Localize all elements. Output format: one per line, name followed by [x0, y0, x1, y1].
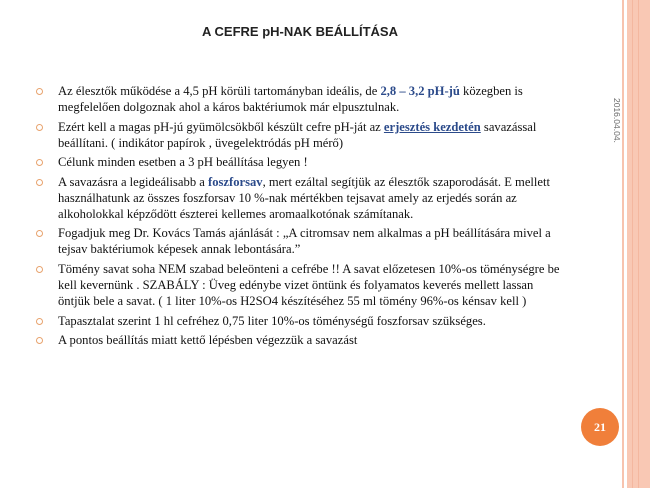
text: Fogadjuk meg Dr. Kovács Tamás ajánlását : „A citromsav nem alkalmas a pH beállítására mivel a tejsav baktériumok képesek annak lebontására.” — [58, 226, 551, 257]
bullet-icon — [36, 179, 43, 186]
bullet-item — [34, 174, 564, 222]
bullet-item — [34, 154, 564, 170]
bullet-item — [34, 83, 564, 115]
text: A pontos beállítás miatt kettő lépésben végezzük a savazást — [58, 333, 358, 348]
text: Ezért kell a magas pH-jú gyümölcsökből készült cefre pH-ját az — [58, 119, 384, 134]
slide-title: A CEFRE pH-NAK BEÁLLÍTÁSA — [202, 24, 398, 39]
bullet-list — [34, 83, 564, 352]
highlight-text: foszforsav — [208, 174, 263, 189]
bullet-item — [34, 332, 564, 348]
text: Tömény savat soha NEM szabad beleönteni a cefrébe !! A savat előzetesen 10%-os töménységre be kell kevernünk . SZABÁLY : Üveg edénybe vizet öntünk és folyamatos keverés mellett lassan öntjük bele a savat. ( 1 liter 10%-os H2SO4 készítéséhez 55 ml tömény 96%-os kénsav kell ) — [58, 261, 560, 308]
decorative-stripe — [638, 0, 639, 488]
bullet-item — [34, 225, 564, 257]
text: Tapasztalat szerint 1 hl cefréhez 0,75 liter 10%-os töménységű foszforsav szükséges. — [58, 313, 486, 328]
text: Az élesztők működése a 4,5 pH körüli tartományban ideális, de — [58, 84, 381, 98]
bullet-icon — [36, 230, 43, 237]
text: , mert ezáltal segítjük az élesztők szaporodását. E mellett használhatunk az összes foszforsav 10 %-nak mértékben tejsavat amely az erjedés során az alkoholokkal képződött észterei kellemes aromaalkotónak számítanak. — [58, 174, 551, 221]
bullet-item — [34, 261, 564, 309]
text: közegben is megfelelően dolgoznak ahol a káros baktériumok már elpusztulnak. — [58, 84, 523, 114]
highlight-link[interactable]: erjesztés kezdetén — [383, 119, 481, 134]
bullet-icon — [36, 159, 43, 166]
decorative-stripe — [632, 0, 633, 488]
highlight-text: 2,8 – 3,2 pH-jú — [380, 84, 460, 98]
text: A savazásra a legideálisabb a — [58, 174, 209, 189]
text: Célunk minden esetben a 3 pH beállítása legyen ! — [58, 155, 308, 170]
bullet-icon — [36, 337, 43, 344]
bullet-icon — [36, 124, 43, 131]
decorative-stripe — [622, 0, 624, 488]
bullet-icon — [36, 88, 43, 95]
bullet-icon — [36, 266, 43, 273]
bullet-item — [34, 119, 564, 151]
text: savazással beállítani. ( indikátor papírok , üvegelektródás pH mérő) — [58, 119, 537, 150]
bullet-icon — [36, 318, 43, 325]
bullet-item — [34, 313, 564, 329]
slide-date: 2016.04.04. — [612, 98, 622, 143]
page-number-badge: 21 — [581, 408, 619, 446]
